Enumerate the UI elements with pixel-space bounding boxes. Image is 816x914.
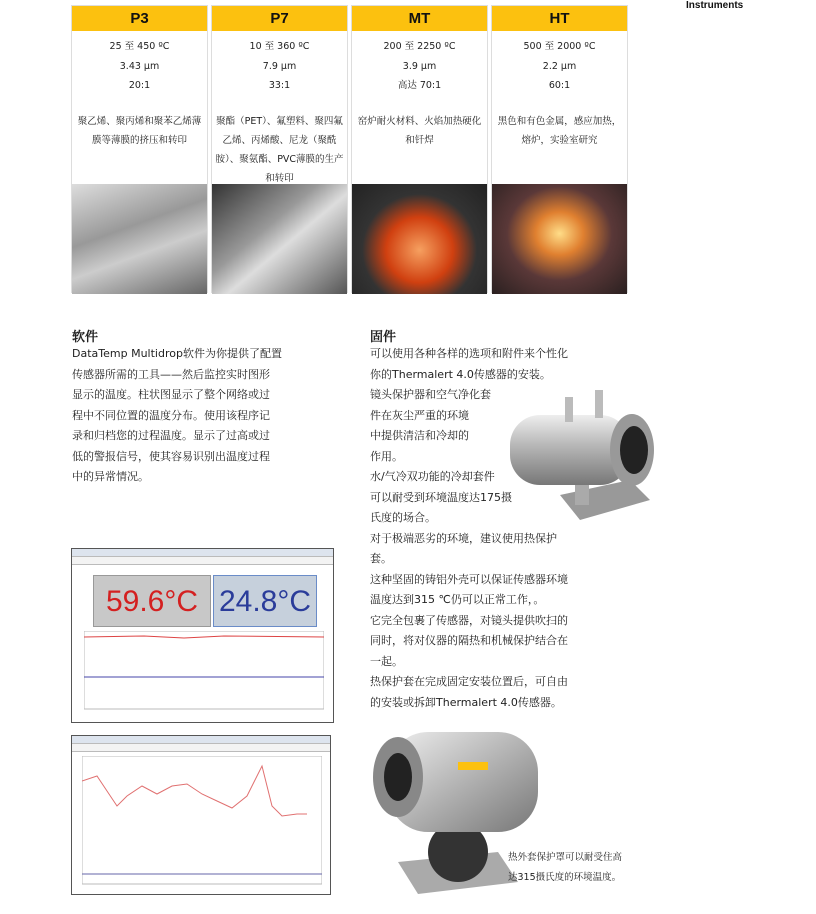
paragraph-line: 作用。 xyxy=(370,449,403,463)
paragraph-line: 温度达到315 ℃仍可以正常工作，。 xyxy=(370,593,545,606)
application-photo xyxy=(492,184,627,294)
model-card-mt xyxy=(351,5,488,293)
applications: 黑色和有色金属，感应加热，熔炉，实验室研究 xyxy=(497,115,622,146)
model-name: MT xyxy=(352,6,487,31)
temperature-readout-2: 24.8°C xyxy=(213,575,317,627)
paragraph-line: 程中不同位置的温度分布。使用该程序记 xyxy=(72,408,270,422)
trend-chart xyxy=(84,631,324,711)
paragraph-line: 同时，将对仪器的隔热和机械保护结合在 xyxy=(370,634,568,647)
paragraph-line: 这种坚固的铸铝外壳可以保证传感器环境 xyxy=(370,572,568,586)
hardware-heading: 固件 xyxy=(370,330,397,345)
software-heading: 软件 xyxy=(72,330,99,345)
paragraph-line: 中的异常情况。 xyxy=(72,470,149,483)
window-toolbar xyxy=(72,557,333,565)
paragraph-line: 中提供清洁和冷却的 xyxy=(370,429,469,442)
paragraph-line: 一起。 xyxy=(370,654,403,668)
paragraph-line: 氏度的场合。 xyxy=(370,511,436,524)
software-screenshot-history-chart xyxy=(71,735,331,895)
paragraph-line: DataTemp Multidrop软件为你提供了配置 xyxy=(72,347,282,360)
optical-ratio: 20:1 xyxy=(128,80,151,91)
wavelength: 3.43 µm xyxy=(119,60,160,72)
wavelength: 2.2 µm xyxy=(542,60,577,72)
model-card-p7 xyxy=(211,5,348,293)
application-photo xyxy=(72,184,207,294)
temperature-range: 25 至 450 ºC xyxy=(109,41,170,52)
paragraph-line: 可以使用各种各样的选项和附件来个性化 xyxy=(370,347,568,360)
paragraph-line: 可以耐受到环境温度达175摄 xyxy=(370,490,512,504)
window-toolbar xyxy=(72,744,330,752)
application-photo xyxy=(212,184,347,294)
model-name: P3 xyxy=(72,6,207,31)
paragraph-line: 它完全包裹了传感器，对镜头提供吹扫的 xyxy=(370,613,568,627)
paragraph-line: 对于极端恶劣的环境，建议使用热保护 xyxy=(370,531,557,545)
software-paragraph xyxy=(72,344,282,488)
applications: 聚酯（PET）、氟塑料、聚四氟乙烯、丙烯酸、尼龙（聚酰胺）、聚氨酯、PVC薄膜的生产和转印 xyxy=(215,115,344,184)
paragraph-line: 热保护套在完成固定安装位置后，可自由 xyxy=(370,675,568,688)
optical-ratio: 33:1 xyxy=(268,80,291,91)
application-photo xyxy=(352,184,487,294)
window-title-bar xyxy=(72,736,330,744)
paragraph-line: 的安装或拆卸Thermalert 4.0传感器。 xyxy=(370,695,562,709)
paragraph-line: 水/气冷双功能的冷却套件 xyxy=(370,470,495,483)
model-card-ht xyxy=(491,5,628,293)
optical-ratio: 60:1 xyxy=(548,80,571,91)
paragraph-line: 件在灰尘严重的环境 xyxy=(370,408,469,422)
brand-logo-text: Instruments xyxy=(686,0,744,11)
temperature-range: 200 至 2250 ºC xyxy=(383,41,456,52)
thermal-jacket-caption xyxy=(508,848,622,888)
temperature-readout-1: 59.6°C xyxy=(93,575,211,627)
paragraph-line: 传感器所需的工具——然后监控实时图形 xyxy=(72,367,270,381)
window-title-bar xyxy=(72,549,333,557)
wavelength: 7.9 µm xyxy=(262,60,297,72)
paragraph-line: 低的警报信号，使其容易识别出温度过程 xyxy=(72,449,270,463)
history-chart xyxy=(82,756,322,886)
paragraph-line: 显示的温度。柱状图显示了整个网络或过 xyxy=(72,388,270,401)
air-purge-sensor-image xyxy=(500,385,665,535)
temperature-range: 500 至 2000 ºC xyxy=(523,41,596,52)
applications: 聚乙烯、聚丙烯和聚苯乙烯薄膜等薄膜的挤压和转印 xyxy=(77,115,202,146)
paragraph-line: 录和归档您的过程温度。显示了过高或过 xyxy=(72,429,270,442)
model-card-p3 xyxy=(71,5,208,293)
software-screenshot-live-readout xyxy=(71,548,334,723)
optical-ratio: 高达 70:1 xyxy=(397,80,442,91)
wavelength: 3.9 µm xyxy=(402,60,437,72)
paragraph-line: 套。 xyxy=(370,552,392,565)
model-name: P7 xyxy=(212,6,347,31)
caption-line: 热外套保护罩可以耐受住高 xyxy=(508,852,623,863)
model-name: HT xyxy=(492,6,627,31)
paragraph-line: 你的Thermalert 4.0传感器的安装。 xyxy=(370,367,551,381)
applications: 窑炉耐火材料、火焰加热硬化和钎焊 xyxy=(357,115,482,146)
paragraph-line: 镜头保护器和空气净化套 xyxy=(370,388,491,401)
temperature-range: 10 至 360 ºC xyxy=(249,41,310,52)
caption-line: 达315摄氏度的环境温度。 xyxy=(508,872,622,883)
